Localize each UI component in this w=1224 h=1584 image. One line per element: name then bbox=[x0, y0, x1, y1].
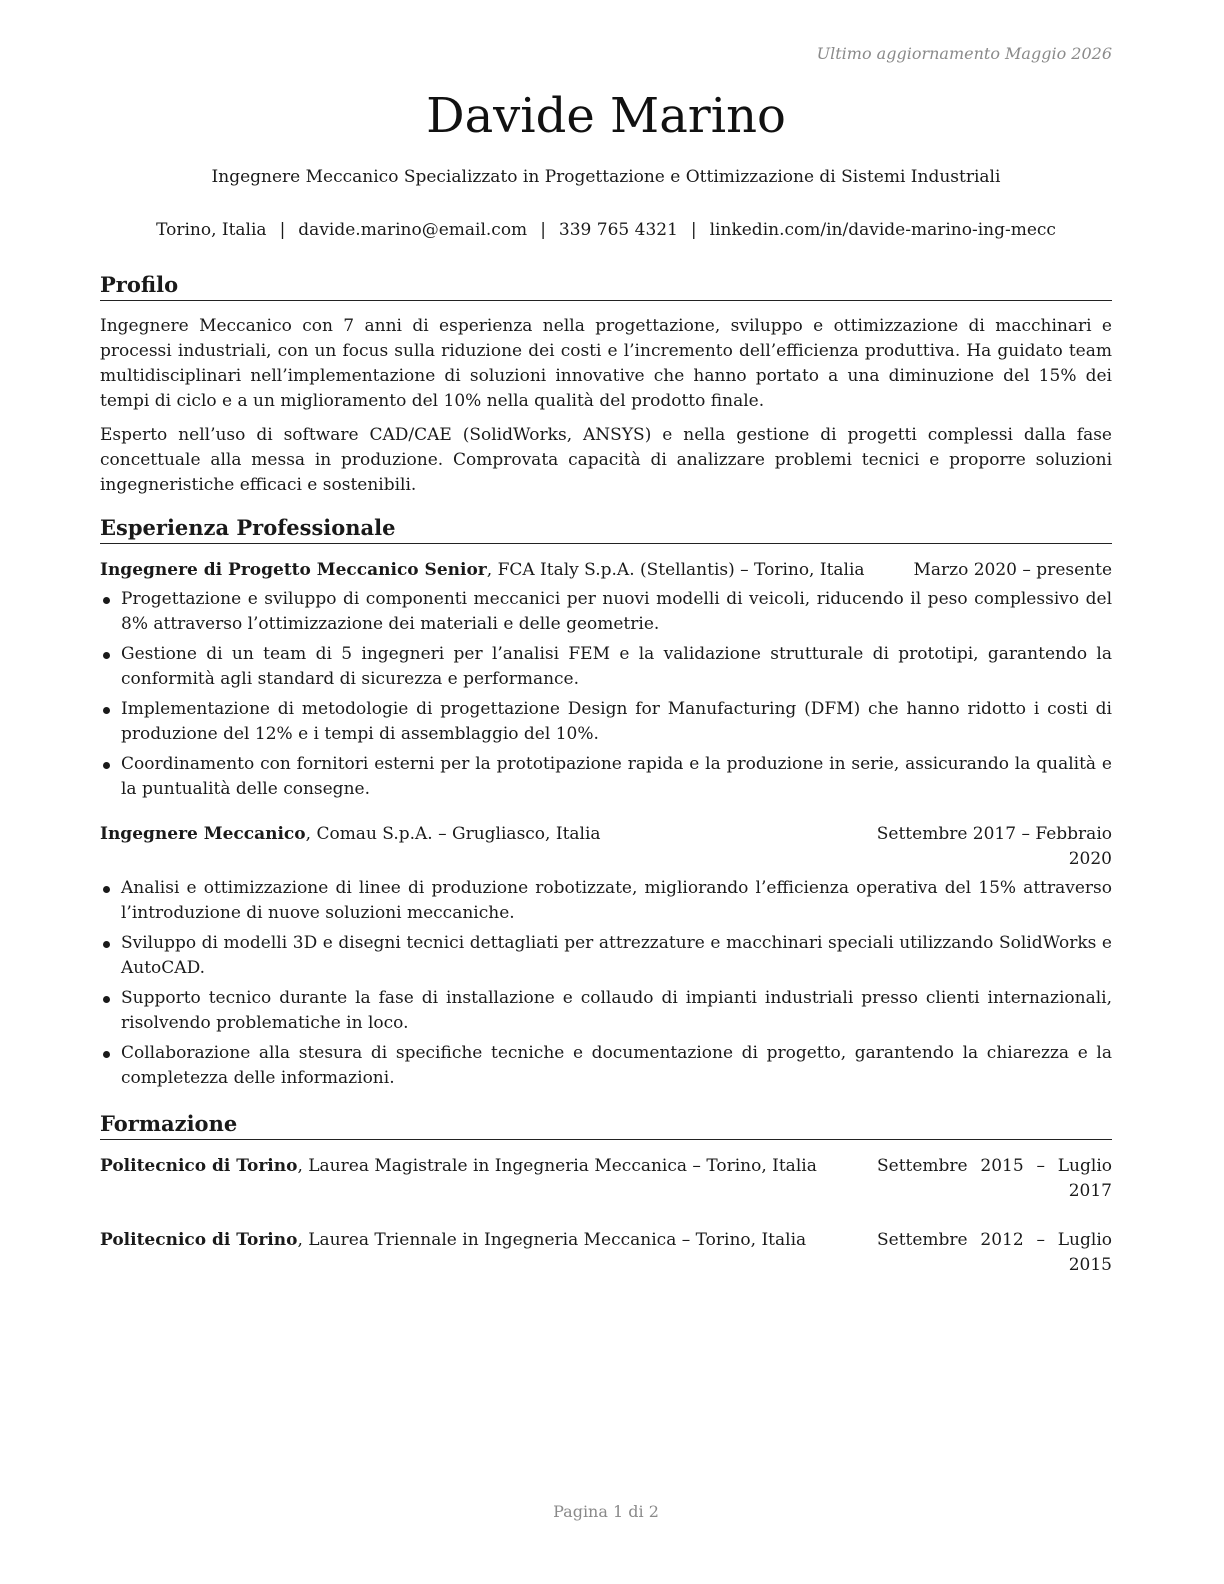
profile-paragraph: Ingegnere Meccanico con 7 anni di esperienza nella progettazione, sviluppo e ottimizzazione di macchinari e processi industriali, con un focus sulla riduzione dei costi e l’incremento dell’efficienza produttiva. Ha guidato team multidisciplinari nell’implementazione di soluzioni innovative che hanno portato a una diminuzione del 15% dei tempi di ciclo e a un miglioramento del 10% nella qualità del prodotto finale. bbox=[100, 316, 1112, 411]
job-entry bbox=[100, 558, 1112, 802]
separator: | bbox=[279, 220, 286, 240]
education-title-line bbox=[100, 1228, 806, 1278]
education-entry bbox=[100, 1154, 1112, 1204]
job-role: Ingegnere di Progetto Meccanico Senior bbox=[100, 560, 487, 580]
bullet-icon bbox=[103, 762, 110, 769]
list-item: Collaborazione alla stesura di specifiche tecniche e documentazione di progetto, garantendo la chiarezza e la completezza delle informazioni. bbox=[100, 1041, 1112, 1091]
list-item: Gestione di un team di 5 ingegneri per l’analisi FEM e la validazione strutturale di prototipi, garantendo la conformità agli standard di sicurezza e performance. bbox=[100, 642, 1112, 692]
list-item: Sviluppo di modelli 3D e disegni tecnici dettagliati per attrezzature e macchinari speciali utilizzando SolidWorks e AutoCAD. bbox=[100, 931, 1112, 981]
email-link[interactable]: davide.marino@email.com bbox=[298, 220, 528, 240]
section-heading: Profilo bbox=[100, 271, 1112, 301]
resume-page bbox=[100, 0, 1112, 1584]
job-entry bbox=[100, 822, 1112, 1091]
job-company: , FCA Italy S.p.A. (Stellantis) – Torino, Italia bbox=[486, 560, 865, 580]
bullet-icon bbox=[103, 652, 110, 659]
job-company: , Comau S.p.A. – Grugliasco, Italia bbox=[305, 824, 601, 844]
job-dates: Marzo 2020 – presente bbox=[913, 560, 1112, 580]
contact-line bbox=[100, 220, 1112, 240]
list-item: Coordinamento con fornitori esterni per la prototipazione rapida e la produzione in serie, assicurando la qualità e la puntualità delle consegne. bbox=[100, 752, 1112, 802]
candidate-name: Davide Marino bbox=[426, 88, 786, 144]
education-entry bbox=[100, 1228, 1112, 1278]
job-title-line bbox=[100, 822, 601, 872]
education-dates: Settembre 2012 – Luglio 2015 bbox=[877, 1230, 1112, 1275]
degree: , Laurea Triennale in Ingegneria Meccanica – Torino, Italia bbox=[297, 1230, 807, 1250]
list-item: Supporto tecnico durante la fase di installazione e collaudo di impianti industriali presso clienti internazionali, risolvendo problematiche in loco. bbox=[100, 986, 1112, 1036]
school-name: Politecnico di Torino bbox=[100, 1156, 298, 1176]
job-bullets bbox=[100, 587, 1112, 802]
profile-paragraph: Esperto nell’uso di software CAD/CAE (SolidWorks, ANSYS) e nella gestione di progetti complessi dalla fase concettuale alla messa in produzione. Comprovata capacità di analizzare problemi tecnici e proporre soluzioni ingegneristiche efficaci e sostenibili. bbox=[100, 425, 1112, 495]
education-title-line bbox=[100, 1154, 817, 1204]
section-heading: Esperienza Professionale bbox=[100, 514, 1112, 544]
section-heading: Formazione bbox=[100, 1110, 1112, 1140]
separator: | bbox=[690, 220, 697, 240]
bullet-icon bbox=[103, 996, 110, 1003]
job-bullets bbox=[100, 876, 1112, 1091]
separator: | bbox=[540, 220, 546, 240]
degree: , Laurea Magistrale in Ingegneria Meccanica – Torino, Italia bbox=[297, 1156, 817, 1176]
job-dates: Settembre 2017 – Febbraio 2020 bbox=[876, 824, 1112, 869]
list-item: Progettazione e sviluppo di componenti meccanici per nuovi modelli di veicoli, riducendo il peso complessivo del 8% attraverso l’ottimizzazione dei materiali e delle geometrie. bbox=[100, 587, 1112, 637]
linkedin-link[interactable]: linkedin.com/in/davide-marino-ing-mecc bbox=[709, 220, 1056, 240]
bullet-icon bbox=[103, 707, 110, 714]
job-header bbox=[100, 558, 1112, 583]
job-header bbox=[100, 822, 1112, 872]
profile-section bbox=[100, 271, 1112, 498]
experience-section bbox=[100, 514, 1112, 1096]
bullet-icon bbox=[103, 1051, 110, 1058]
phone: 339 765 4321 bbox=[558, 220, 678, 240]
location: Torino, Italia bbox=[156, 220, 267, 240]
bullet-icon bbox=[103, 941, 110, 948]
education-section bbox=[100, 1110, 1112, 1278]
candidate-title: Ingegnere Meccanico Specializzato in Progettazione e Ottimizzazione di Sistemi Industriali bbox=[211, 167, 1001, 187]
page-number: Pagina 1 di 2 bbox=[553, 1502, 659, 1521]
list-item: Implementazione di metodologie di progettazione Design for Manufacturing (DFM) che hanno ridotto i costi di produzione del 12% e i tempi di assemblaggio del 10%. bbox=[100, 697, 1112, 747]
job-role: Ingegnere Meccanico bbox=[100, 824, 306, 844]
last-updated: Ultimo aggiornamento Maggio 2026 bbox=[816, 44, 1112, 63]
bullet-icon bbox=[103, 886, 110, 893]
job-title-line bbox=[100, 558, 865, 583]
education-dates: Settembre 2015 – Luglio 2017 bbox=[877, 1156, 1112, 1201]
bullet-icon bbox=[103, 597, 110, 604]
list-item: Analisi e ottimizzazione di linee di produzione robotizzate, migliorando l’efficienza operativa del 15% attraverso l’introduzione di nuove soluzioni meccaniche. bbox=[100, 876, 1112, 926]
school-name: Politecnico di Torino bbox=[100, 1230, 298, 1250]
